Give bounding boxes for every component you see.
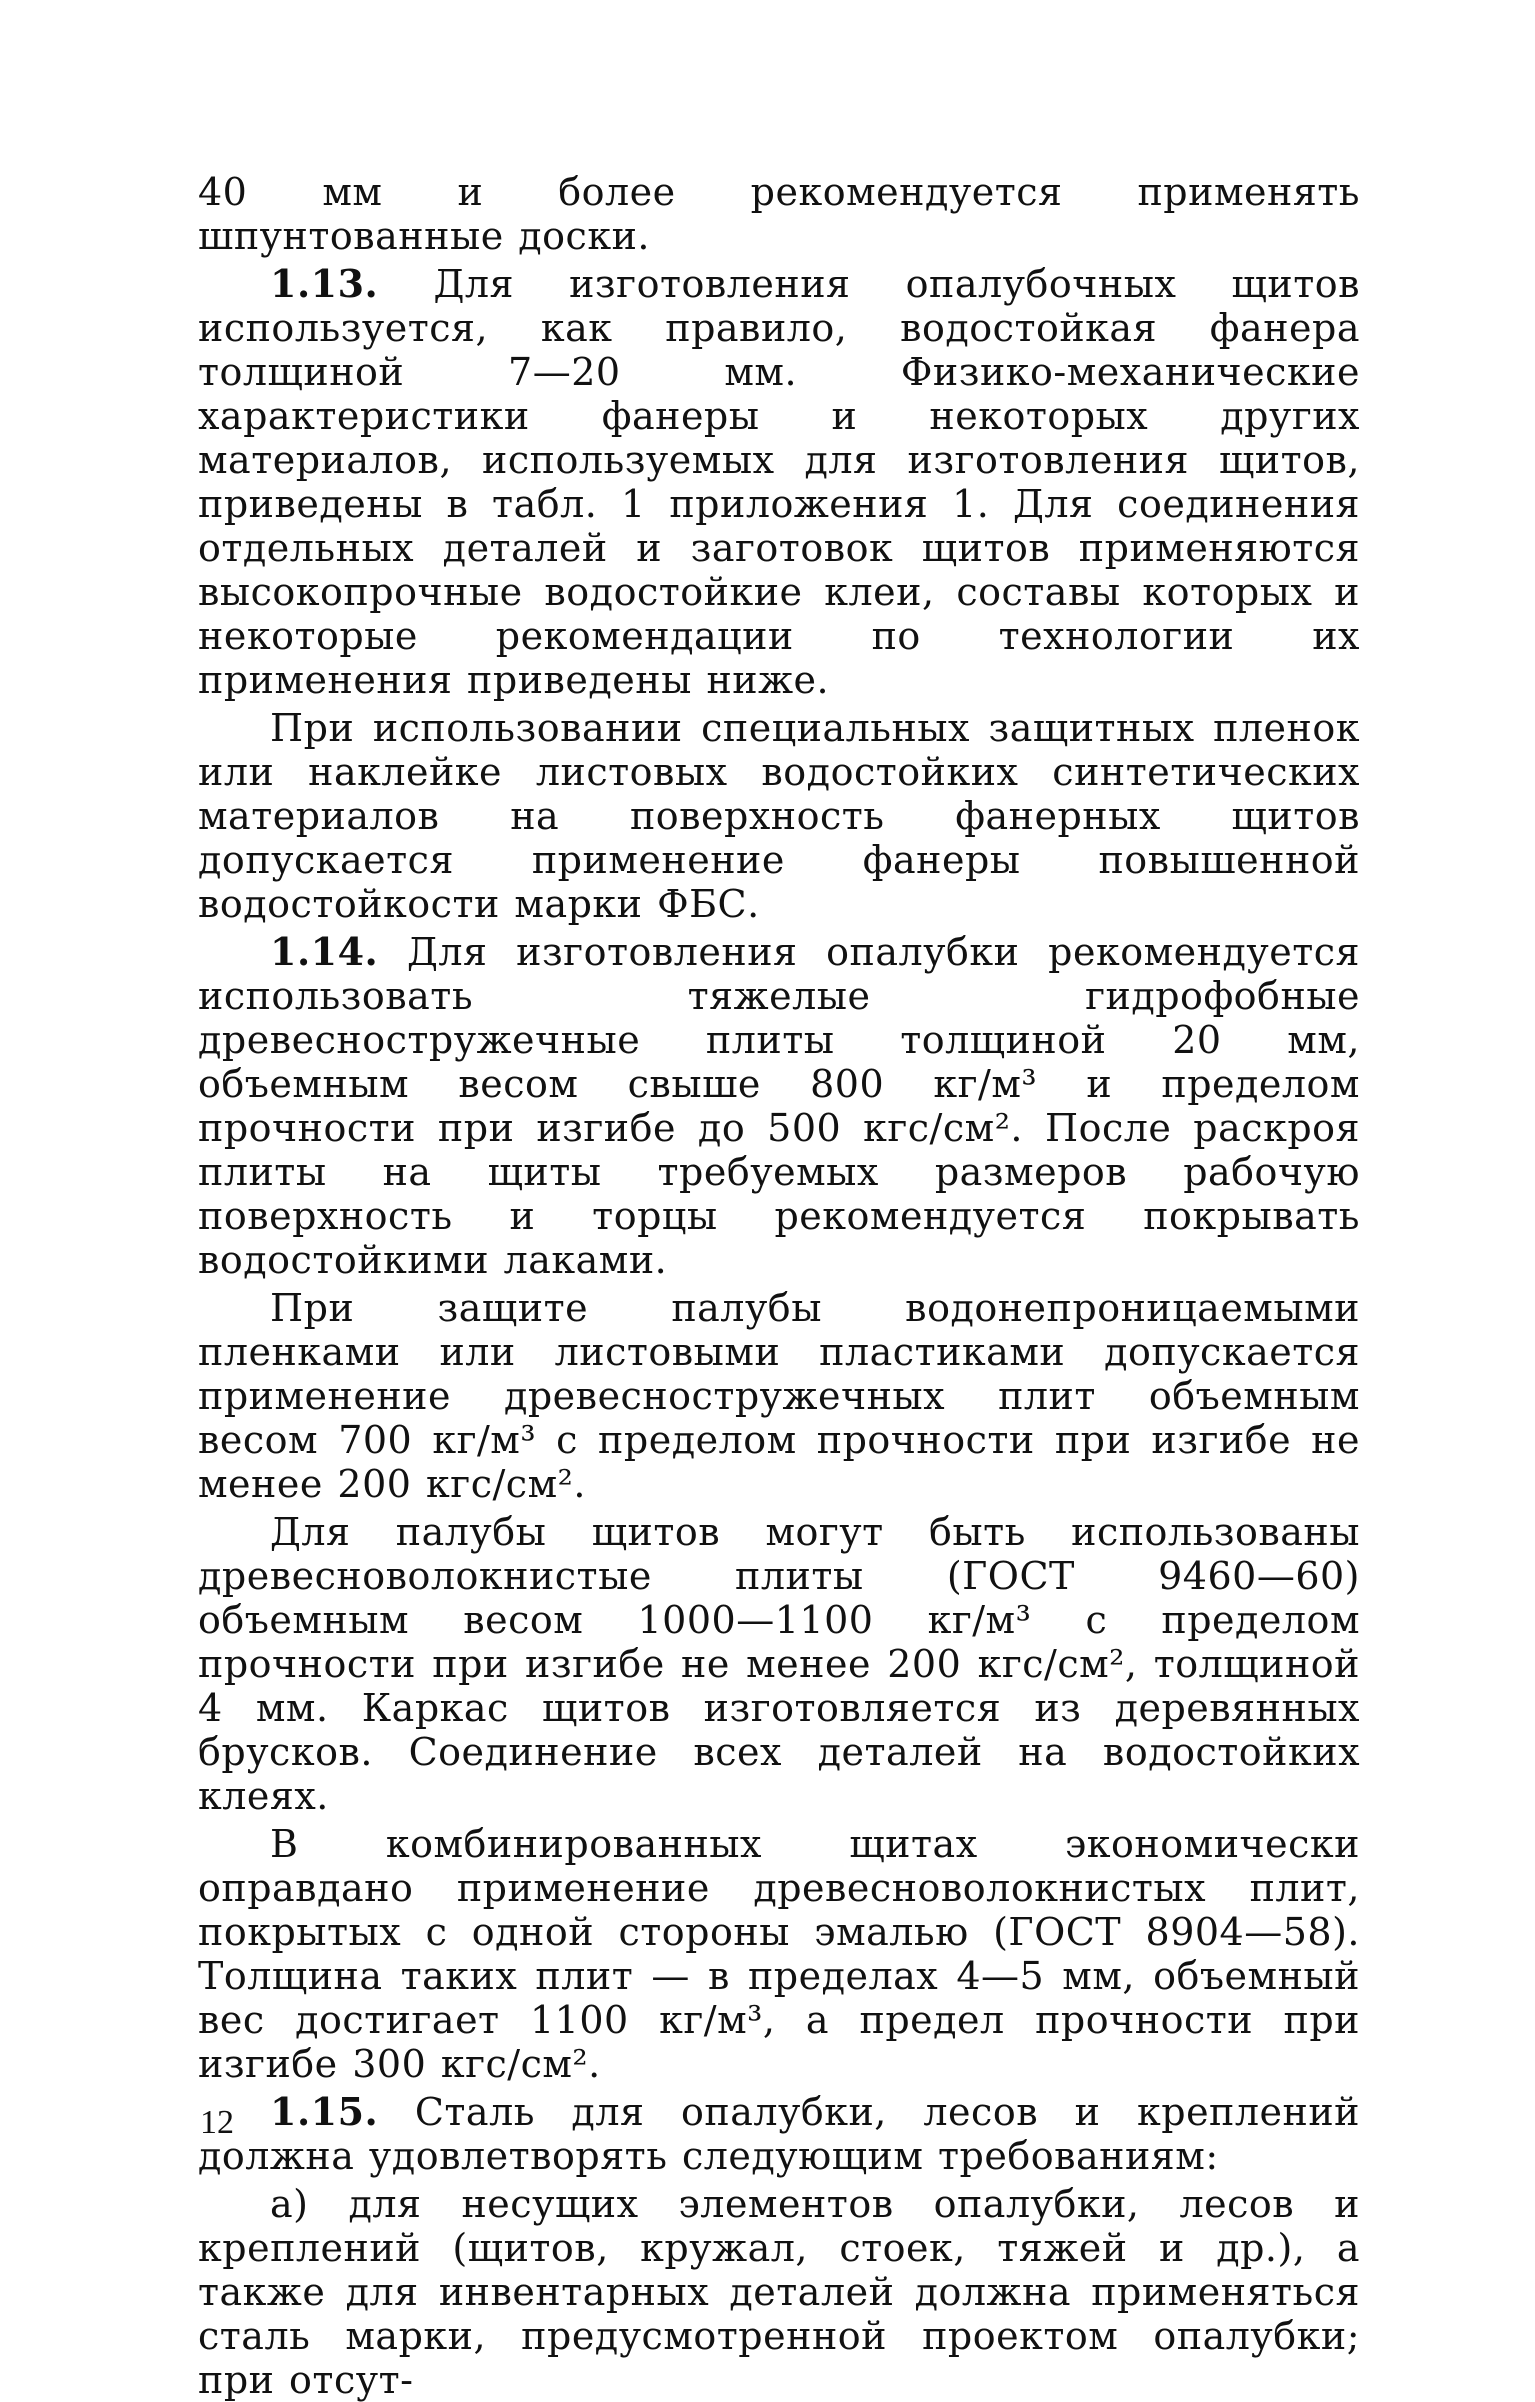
paragraph-fiberboard: Для палубы щитов могут быть использованы древесноволокнистые плиты (ГОСТ 9460—60) объемным весом 1000—1100 кг/м³ с пределом прочности при изгибе не менее 200 кгс/см², толщиной 4 мм. Каркас щитов изготовляется из деревянных брусков. Соединение всех деталей на водостойких клеях. [198, 1510, 1360, 1818]
page-body [198, 170, 1360, 2402]
paragraph-1-15: 1.15. Сталь для опалубки, лесов и креплений должна удовлетворять следующим требованиям: [198, 2089, 1360, 2178]
paragraph-item-a: а) для несущих элементов опалубки, лесов и креплений (щитов, кружал, стоек, тяжей и др.), а также для инвентарных деталей должна применяться сталь марки, предусмотренной проектом опалубки; при отсут- [198, 2182, 1360, 2402]
section-number: 1.13. [270, 261, 379, 306]
paragraph-deck-protection: При защите палубы водонепроницаемыми пленками или листовыми пластиками допускается применение древесностружечных плит объемным весом 700 кг/м³ с пределом прочности при изгибе не менее 200 кгс/см². [198, 1286, 1360, 1506]
page-number: 12 [200, 2104, 234, 2141]
paragraph-1-14: 1.14. Для изготовления опалубки рекомендуется использовать тяжелые гидрофобные древесностружечные плиты толщиной 20 мм, объемным весом свыше 800 кг/м³ и пределом прочности при изгибе до 500 кгс/см². После раскроя плиты на щиты требуемых размеров рабочую поверхность и торцы рекомендуется покрывать водостойкими лаками. [198, 929, 1360, 1282]
paragraph-combined-panels: В комбинированных щитах экономически оправдано применение древесноволокнистых плит, покрытых с одной стороны эмалью (ГОСТ 8904—58). Толщина таких плит — в пределах 4—5 мм, объемный вес достигает 1100 кг/м³, а предел прочности при изгибе 300 кгс/см². [198, 1822, 1360, 2086]
paragraph-continuation: 40 мм и более рекомендуется применять шпунтованные доски. [198, 170, 1360, 258]
paragraph-1-13: 1.13. Для изготовления опалубочных щитов используется, как правило, водостойкая фанера толщиной 7—20 мм. Физико-механические характеристики фанеры и некоторых других материалов, используемых для изготовления щитов, приведены в табл. 1 приложения 1. Для соединения отдельных деталей и заготовок щитов применяются высокопрочные водостойкие клеи, составы которых и некоторые рекомендации по технологии их применения приведены ниже. [198, 261, 1360, 702]
section-number: 1.15. [270, 2089, 379, 2134]
paragraph-protective-films: При использовании специальных защитных пленок или наклейке листовых водостойких синтетических материалов на поверхность фанерных щитов допускается применение фанеры повышенной водостойкости марки ФБС. [198, 706, 1360, 926]
section-number: 1.14. [270, 929, 379, 974]
